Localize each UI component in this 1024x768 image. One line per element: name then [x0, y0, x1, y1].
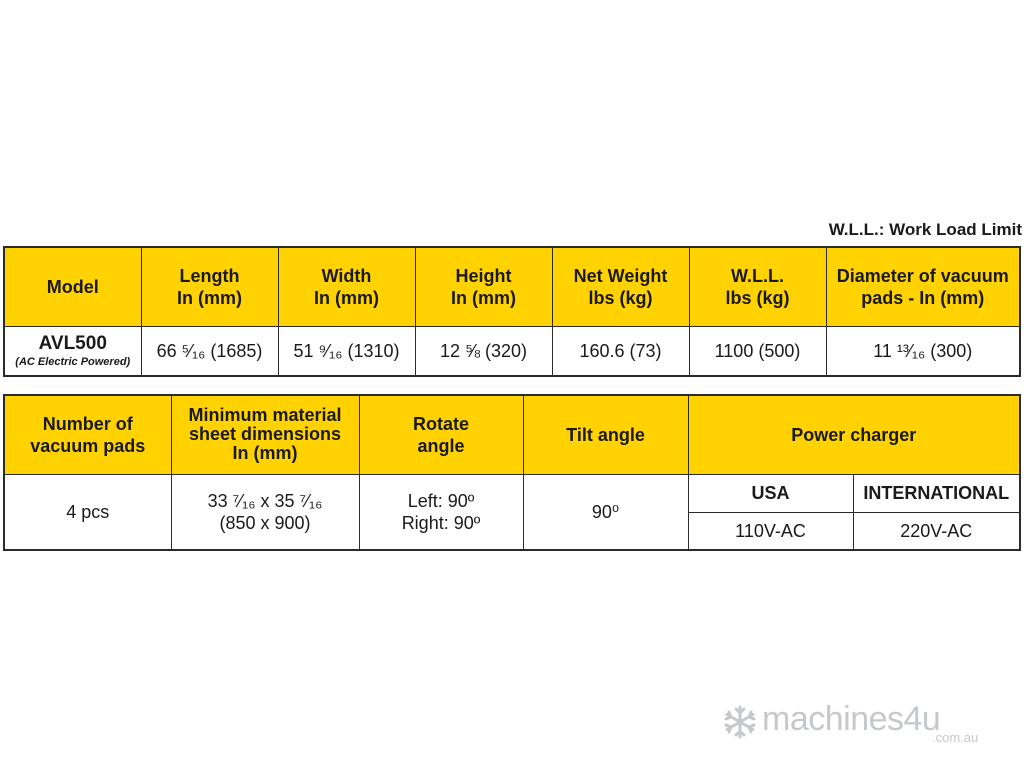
cell-tilt-angle: 90⁰ — [523, 474, 688, 550]
header-model: Model — [4, 247, 141, 326]
header-pad-diameter: Diameter of vacuum pads - In (mm) — [826, 247, 1020, 326]
machines4u-logo — [722, 700, 1002, 748]
logo-text: machines4u — [762, 700, 941, 738]
header-tilt-angle: Tilt angle — [523, 395, 688, 474]
header-height: Height In (mm) — [415, 247, 552, 326]
power-value-international: 220V-AC — [853, 512, 1020, 550]
cell-net-weight: 160.6 (73) — [552, 326, 689, 376]
power-region-usa: USA — [688, 474, 853, 512]
power-region-international: INTERNATIONAL — [853, 474, 1020, 512]
header-row — [4, 395, 1020, 474]
cell-sheet-dimensions: 33 ⁷⁄₁₆ x 35 ⁷⁄₁₆ (850 x 900) — [171, 474, 359, 550]
header-sheet-dimensions: Minimum material sheet dimensions In (mm) — [171, 395, 359, 474]
cell-length: 66 ⁵⁄₁₆ (1685) — [141, 326, 278, 376]
cell-height: 12 ⅝ (320) — [415, 326, 552, 376]
power-value-usa: 110V-AC — [688, 512, 853, 550]
wll-note: W.L.L.: Work Load Limit — [828, 220, 1022, 239]
model-subtitle: (AC Electric Powered) — [15, 355, 131, 368]
header-width: Width In (mm) — [278, 247, 415, 326]
header-power-charger: Power charger — [688, 395, 1020, 474]
header-vacuum-pads: Number of vacuum pads — [4, 395, 171, 474]
logo-domain: .com.au — [932, 730, 979, 745]
cell-vacuum-pads: 4 pcs — [4, 474, 171, 550]
header-row — [4, 247, 1020, 326]
header-length: Length In (mm) — [141, 247, 278, 326]
snowflake-gear-icon — [722, 704, 758, 740]
cell-pad-diameter: 11 ¹³⁄₁₆ (300) — [826, 326, 1020, 376]
header-wll: W.L.L. lbs (kg) — [689, 247, 826, 326]
table-row — [4, 326, 1020, 376]
cell-width: 51 ⁹⁄₁₆ (1310) — [278, 326, 415, 376]
model-name: AVL500 — [38, 332, 107, 354]
specs-table-dimensions — [3, 246, 1021, 377]
cell-wll: 1100 (500) — [689, 326, 826, 376]
header-rotate-angle: Rotate angle — [359, 395, 523, 474]
cell-model — [4, 326, 141, 376]
header-net-weight: Net Weight lbs (kg) — [552, 247, 689, 326]
table-row — [4, 474, 1020, 512]
specs-table-features — [3, 394, 1021, 551]
cell-rotate-angle: Left: 90º Right: 90º — [359, 474, 523, 550]
